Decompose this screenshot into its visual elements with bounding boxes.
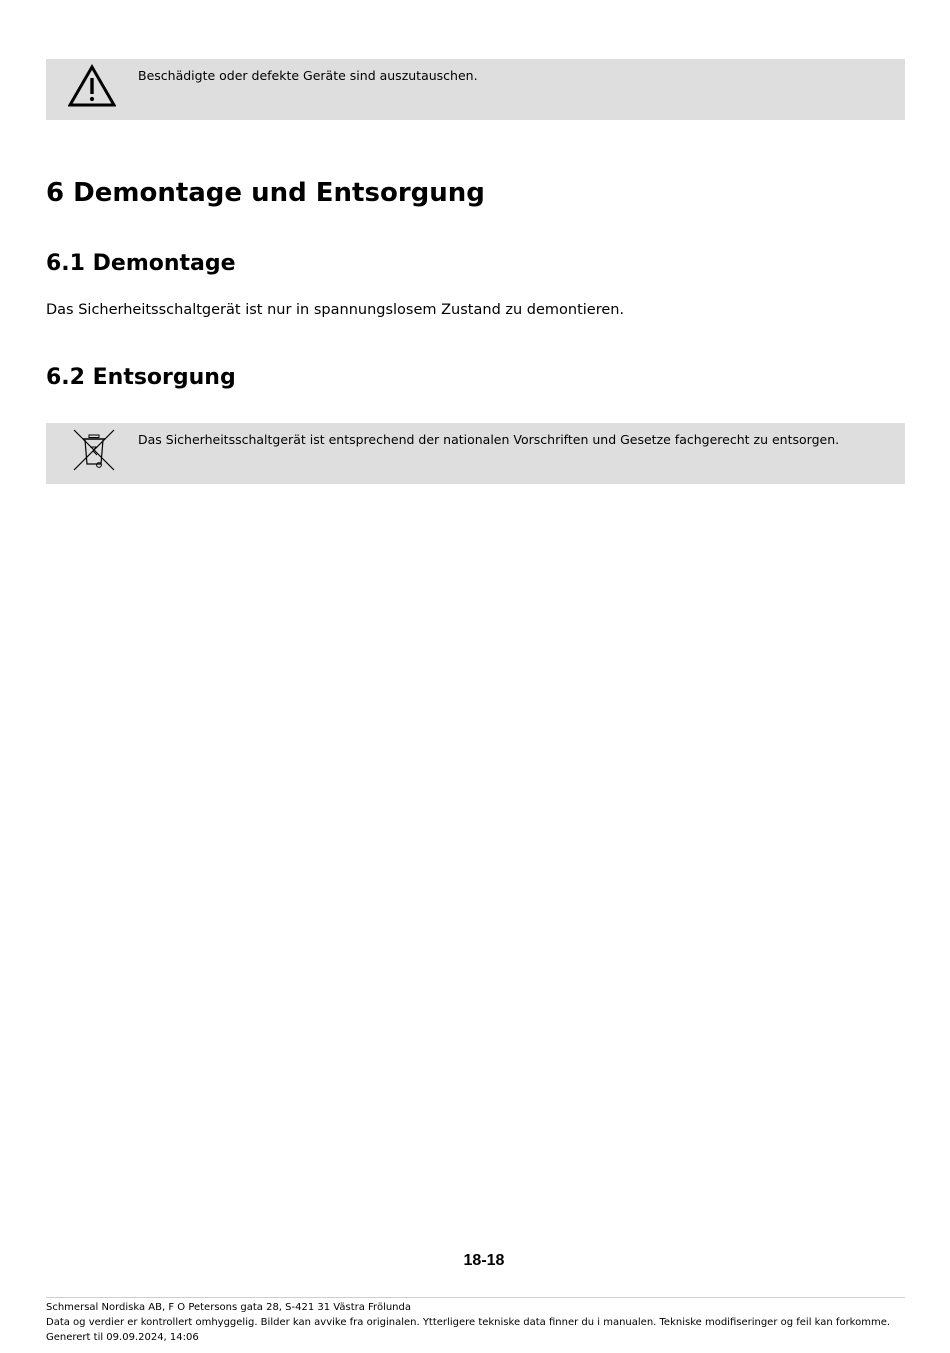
section-heading-6-1: 6.1 Demontage — [46, 251, 236, 276]
warning-notice-text: Beschädigte oder defekte Geräte sind auszutauschen. — [138, 68, 478, 83]
warning-triangle-icon — [68, 64, 116, 108]
crossed-out-wheelie-bin-icon — [68, 428, 116, 472]
page-number: 18-18 — [463, 1252, 505, 1269]
footer-address: Schmersal Nordiska AB, F O Petersons gata 28, S-421 31 Västra Frölunda — [46, 1302, 411, 1313]
disposal-notice-text: Das Sicherheitsschaltgerät ist entsprechend der nationalen Vorschriften und Gesetze fachgerecht zu entsorgen. — [138, 432, 840, 447]
footer-generated-date: Generert til 09.09.2024, 14:06 — [46, 1332, 199, 1343]
section-heading-6-2: 6.2 Entsorgung — [46, 365, 236, 390]
demontage-paragraph: Das Sicherheitsschaltgerät ist nur in spannungslosem Zustand zu demontieren. — [46, 302, 625, 318]
footer-disclaimer: Data og verdier er kontrollert omhyggelig. Bilder kan avvike fra originalen. Ytterligere tekniske data finner du i manualen. Tekniske modifiseringer og feil kan forkomme. — [46, 1317, 891, 1328]
warning-notice — [46, 59, 905, 120]
footer-divider — [46, 1297, 905, 1298]
disposal-notice — [46, 423, 905, 484]
section-heading-6: 6 Demontage und Entsorgung — [46, 178, 485, 208]
